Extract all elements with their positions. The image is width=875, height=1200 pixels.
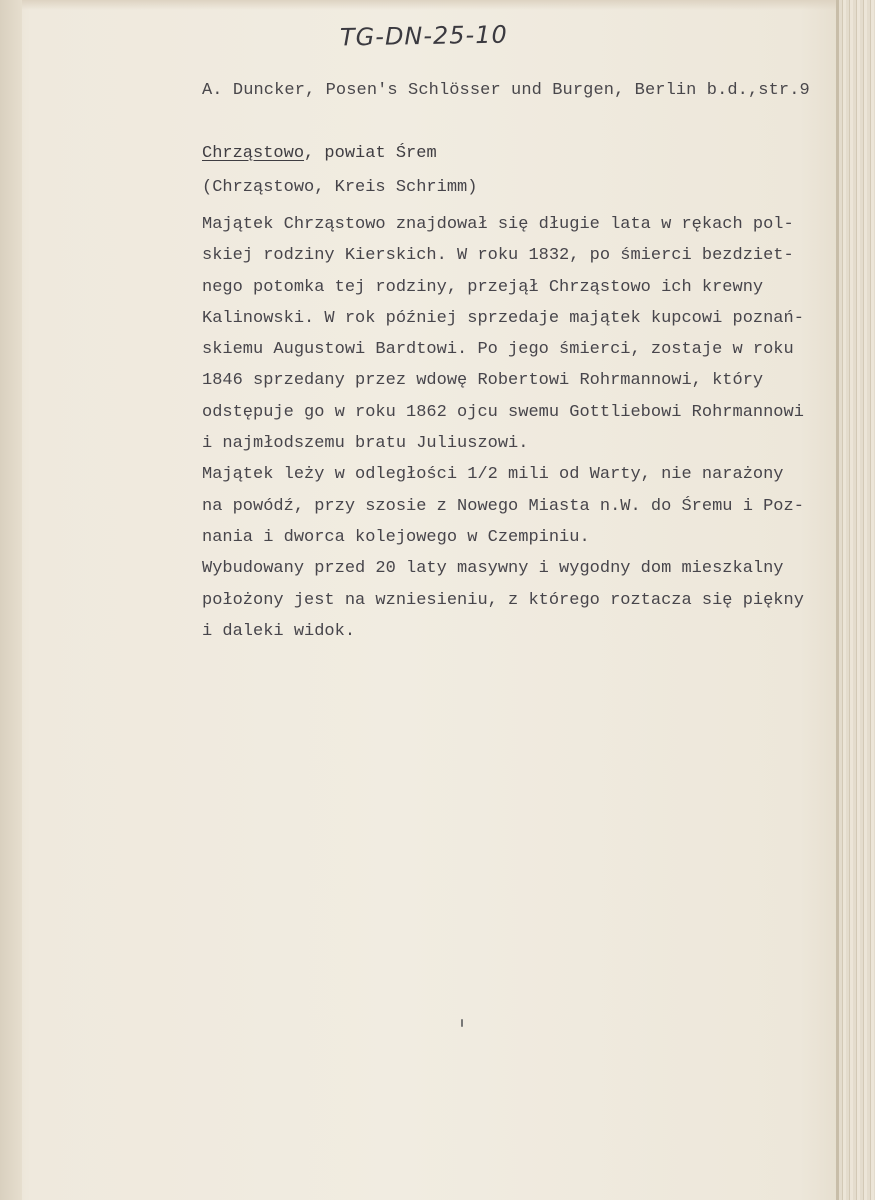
stray-ink-mark [461, 1019, 463, 1027]
page-top-shadow [22, 0, 839, 10]
heading-place: Chrząstowo [202, 144, 305, 163]
document-subheading: (Chrząstowo, Kreis Schrimm) [202, 178, 478, 197]
body-line: 1846 sprzedany przez wdowę Robertowi Rohrmannowi, który [202, 371, 764, 391]
body-line: położony jest na wzniesieniu, z którego roztacza się piękny [202, 590, 804, 610]
body-line: Majątek leży w odległości 1/2 mili od Warty, nie narażony [202, 465, 784, 485]
body-line: Kalinowski. W rok później sprzedaje majątek kupcowi poznań- [202, 308, 804, 328]
body-line: odstępuje go w roku 1862 ojcu swemu Gottliebowi Rohrmannowi [202, 402, 804, 422]
page-left-edge [0, 0, 22, 1200]
body-line: skiemu Augustowi Bardtowi. Po jego śmierci, zostaje w roku [202, 340, 794, 360]
body-line: i daleki widok. [202, 621, 356, 641]
body-line: nego potomka tej rodziny, przejął Chrząstowo ich krewny [202, 277, 764, 297]
archive-code: TG-DN-25-10 [339, 20, 508, 52]
document-heading [202, 144, 437, 163]
body-line: na powódź, przy szosie z Nowego Miasta n.W. do Śremu i Poz- [202, 496, 804, 516]
source-citation: A. Duncker, Posen's Schlösser und Burgen, Berlin b.d.,str.9 [202, 81, 810, 100]
body-line: nania i dworca kolejowego w Czempiniu. [202, 527, 590, 547]
body-line: i najmłodszemu bratu Juliuszowi. [202, 434, 529, 454]
body-line: Wybudowany przed 20 laty masywny i wygodny dom mieszkalny [202, 559, 784, 579]
page-stack-edge [839, 0, 875, 1200]
body-line: Majątek Chrząstowo znajdował się długie lata w rękach pol- [202, 215, 794, 234]
heading-district: , powiat Śrem [304, 144, 437, 163]
body-text [202, 209, 827, 647]
body-line: skiej rodziny Kierskich. W roku 1832, po śmierci bezdziet- [202, 246, 794, 266]
